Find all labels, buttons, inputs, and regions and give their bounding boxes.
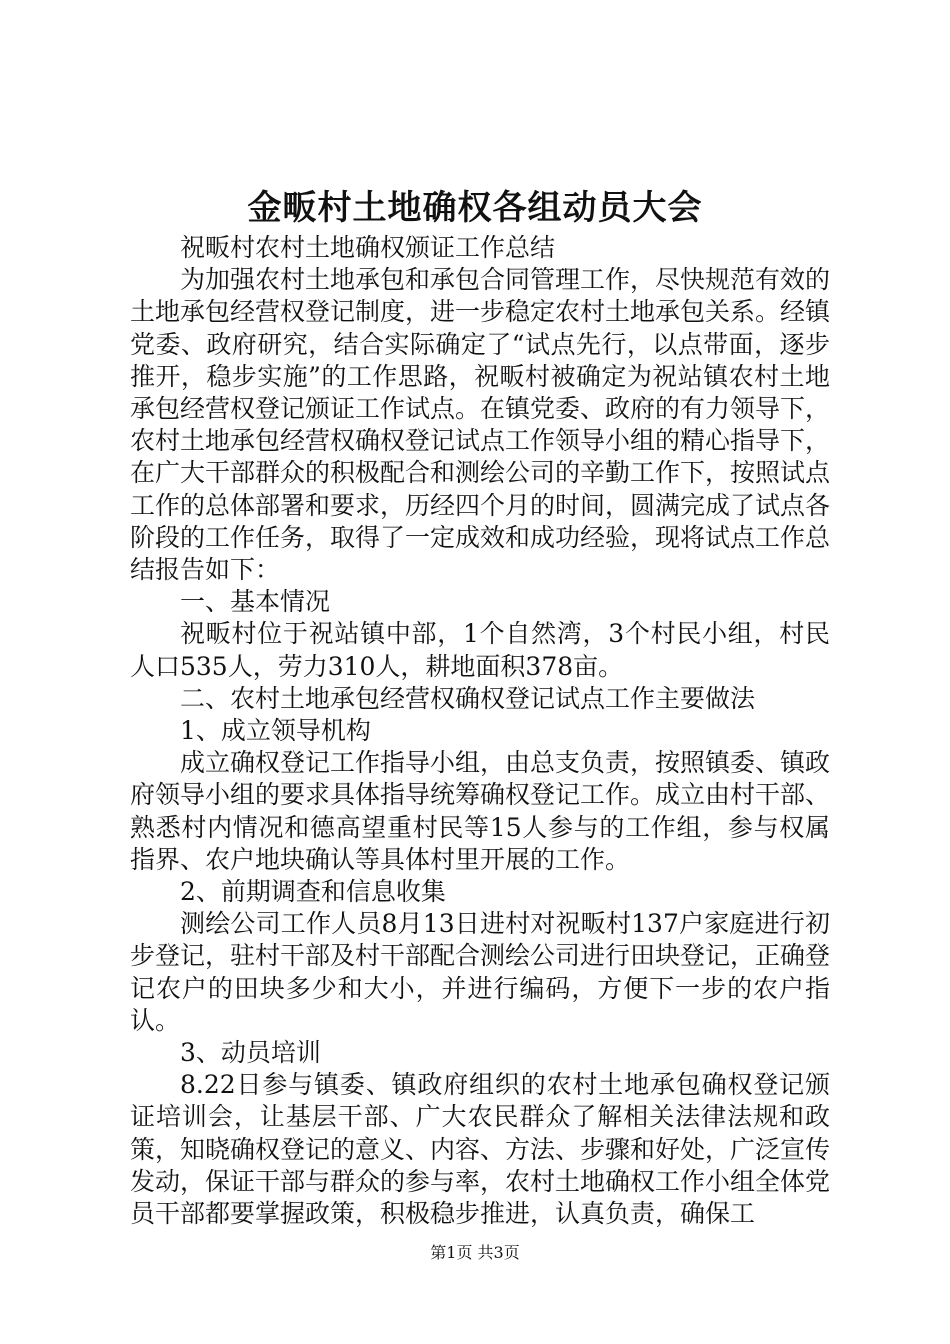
document-body xyxy=(130,232,830,1230)
paragraph-intro: 为加强农村土地承包和承包合同管理工作，尽快规范有效的土地承包经营权登记制度，进一步稳定农村土地承包关系。经镇党委、政府研究，结合实际确定了“试点先行，以点带面，逐步推开，稳步实施”的工作思路，祝畈村被确定为祝站镇农村土地承包经营权登记颁证工作试点。在镇党委、政府的有力领导下，农村土地承包经营权确权登记试点工作领导小组的精心指导下，在广大干部群众的积极配合和测绘公司的辛勤工作下，按照试点工作的总体部署和要求，历经四个月的时间，圆满完成了试点各阶段的工作任务，取得了一定成效和成功经验，现将试点工作总结报告如下： xyxy=(130,265,831,585)
page-title: 金畈村土地确权各组动员大会 xyxy=(247,188,703,228)
paragraph-training: 8.22日参与镇委、镇政府组织的农村土地承包确权登记颁证培训会，让基层干部、广大农民群众了解相关法律法规和政策，知晓确权登记的意义、内容、方法、步骤和好处，广泛宣传发动，保证干部与群众的参与率，农村土地确权工作小组全体党员干部都要掌握政策，积极稳步推进，认真负责，确保工 xyxy=(130,1070,831,1229)
paragraph-subtitle: 祝畈村农村土地确权颁证工作总结 xyxy=(180,233,556,262)
subheading-survey: 2、前期调查和信息收集 xyxy=(180,877,446,907)
page-footer: 第1页 共3页 xyxy=(430,1243,520,1262)
section-heading-basic: 一、基本情况 xyxy=(180,587,331,617)
subheading-training: 3、动员培训 xyxy=(180,1038,321,1068)
paragraph-leadership: 成立确权登记工作指导小组，由总支负责，按照镇委、镇政府领导小组的要求具体指导统筹确权登记工作。成立由村干部、熟悉村内情况和德高望重村民等15人参与的工作组，参与权属指界、农户地块确认等具体村里开展的工作。 xyxy=(130,748,831,874)
subheading-leadership: 1、成立领导机构 xyxy=(180,716,371,746)
paragraph-basic: 祝畈村位于祝站镇中部，1个自然湾，3个村民小组，村民人口535人，劳力310人，耕地面积378亩。 xyxy=(130,619,830,681)
paragraph-survey: 测绘公司工作人员8月13日进村对祝畈村137户家庭进行初步登记，驻村干部及村干部配合测绘公司进行田块登记，正确登记农户的田块多少和大小，并进行编码，方便下一步的农户指认。 xyxy=(130,909,831,1035)
section-heading-methods: 二、农村土地承包经营权确权登记试点工作主要做法 xyxy=(180,683,756,713)
